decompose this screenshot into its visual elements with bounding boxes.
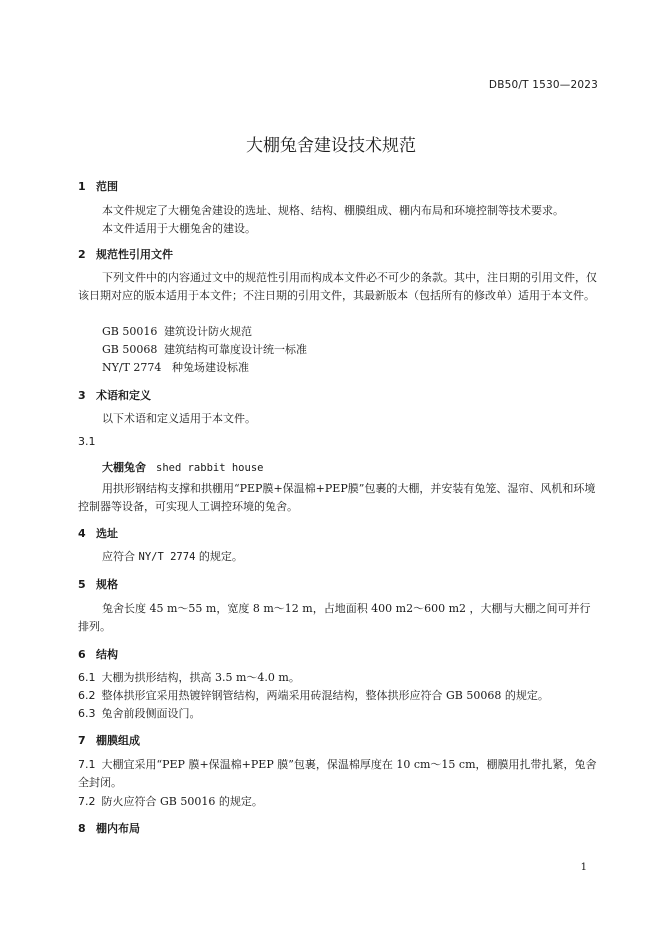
clause-text: 防火应符合 GB 50016 的规定。 [101,795,263,808]
clause-text: 整体拱形宜采用热镀锌钢管结构，两端采用砖混结构，整体拱形应符合 GB 50068 的规定。 [101,689,549,702]
section-number: 2 [78,248,86,261]
clause [78,756,600,792]
document-id: DB50/T 1530—2023 [488,79,598,91]
section-number: 3 [78,389,86,402]
reference-code: GB 50068 [102,343,158,356]
clause-number: 7.1 [78,758,96,771]
reference-code: GB 50016 [102,325,158,338]
term-number: 3.1 [78,435,96,448]
section-7-heading [78,732,140,748]
paragraph: 本文件适用于大棚兔舍的建设。 [102,222,256,235]
section-title: 选址 [96,527,118,540]
clause-text: 大棚为拱形结构，拱高 3.5 m～4.0 m。 [101,671,300,684]
text: 的规定。 [198,550,243,563]
section-6-heading [78,646,118,662]
term-definition: 用拱形钢结构支撑和拱棚用“PEP膜+保温棉+PEP膜”包裹的大棚，并安装有兔笼、湿帘、风机和环境控制器等设备，可实现人工调控环境的兔舍。 [78,482,596,513]
clause-text: 大棚宜采用“PEP 膜+保温棉+PEP 膜”包裹，保温棉厚度在 10 cm～15 cm，棚膜用扎带扎紧，兔舍全封闭。 [78,758,597,789]
section-number: 6 [78,648,86,661]
text: 应符合 [102,550,135,563]
section-title: 棚内布局 [96,822,140,835]
term-entry [102,459,263,475]
section-3-heading [78,387,151,403]
clause-number: 7.2 [78,795,96,808]
section-number: 4 [78,527,86,540]
clause-text: 兔舍前段侧面设门。 [101,707,201,720]
clause-number: 6.1 [78,671,96,684]
page-number: 1 [580,862,587,873]
section-title: 规范性引用文件 [96,248,173,261]
section-5-heading [78,576,118,592]
clause [78,669,600,687]
clause-number: 6.3 [78,707,96,720]
section-number: 5 [78,578,86,591]
document-title: 大棚兔舍建设技术规范 [246,136,416,156]
section-number: 7 [78,734,86,747]
section-number: 8 [78,822,86,835]
reference-name: 建筑设计防火规范 [164,325,252,338]
section-2-heading [78,246,173,262]
section-title: 规格 [96,578,118,591]
standard-code: NY/T 2774 [138,551,196,563]
reference-item [102,323,252,339]
paragraph [78,548,600,566]
reference-item [102,359,249,375]
section-title: 范围 [96,180,118,193]
reference-code: NY/T 2774 [102,361,162,374]
clause [78,793,600,811]
section-1-heading [78,178,118,194]
term-chinese: 大棚兔舍 [102,461,146,474]
section-title: 结构 [96,648,118,661]
paragraph: 本文件规定了大棚兔舍建设的选址、规格、结构、棚膜组成、棚内布局和环境控制等技术要求。 [102,204,564,217]
section-title: 棚膜组成 [96,734,140,747]
section-title: 术语和定义 [96,389,151,402]
paragraph: 以下术语和定义适用于本文件。 [102,412,256,425]
term-english: shed rabbit house [156,462,264,474]
section-8-heading [78,820,140,836]
clause [78,705,600,723]
section-4-heading [78,525,118,541]
reference-name: 种兔场建设标准 [172,361,249,374]
clause-number: 6.2 [78,689,96,702]
reference-item [102,341,307,357]
paragraph: 兔舍长度 45 m～55 m，宽度 8 m～12 m，占地面积 400 m2～600 m2 ，大棚与大棚之间可并行排列。 [78,602,591,633]
reference-name: 建筑结构可靠度设计统一标准 [164,343,307,356]
clause [78,687,600,705]
paragraph: 下列文件中的内容通过文中的规范性引用而构成本文件必不可少的条款。其中，注日期的引用文件，仅该日期对应的版本适用于本文件；不注日期的引用文件，其最新版本（包括所有的修改单）适用于本文件。 [78,271,597,302]
section-number: 1 [78,180,86,193]
